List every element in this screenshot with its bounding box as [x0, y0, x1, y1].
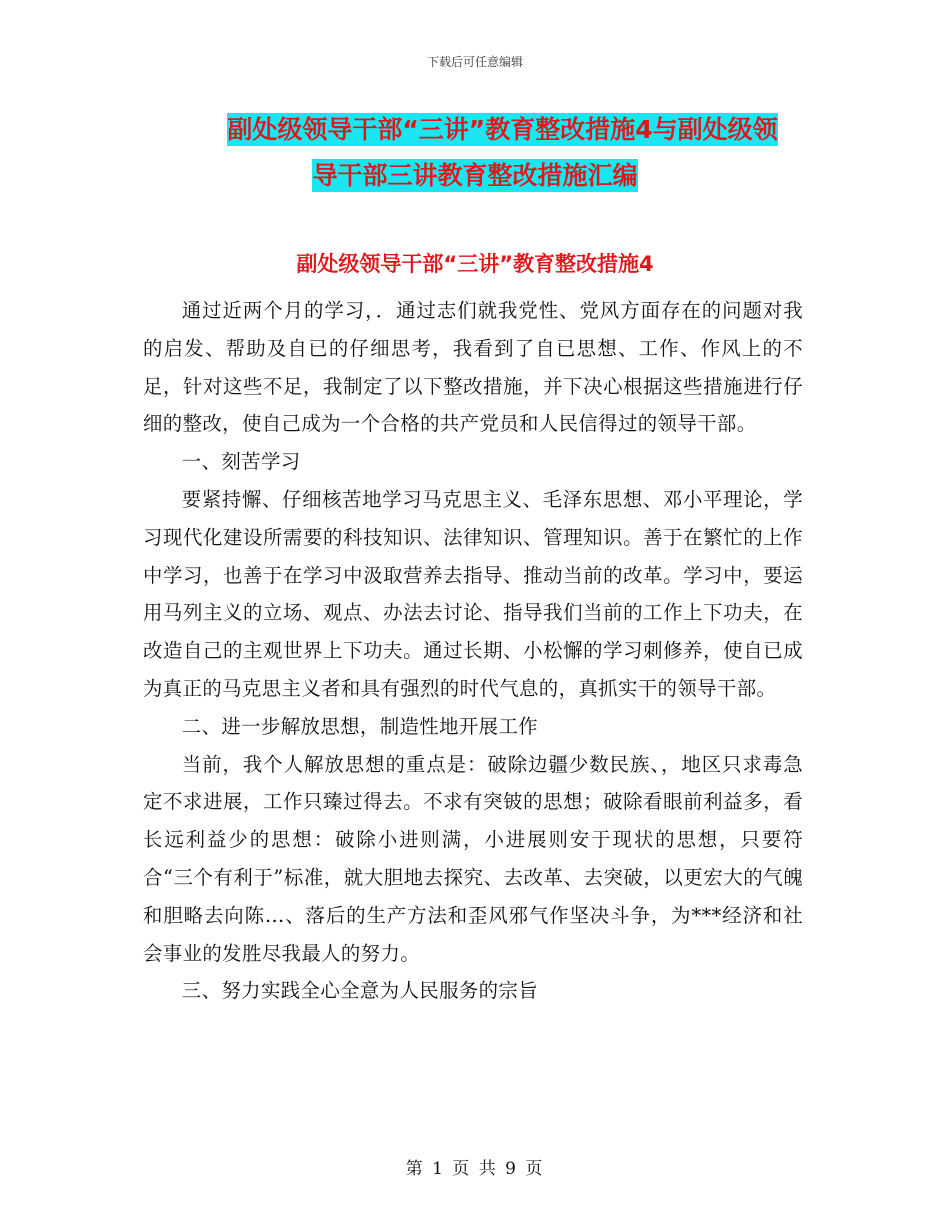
document-body — [143, 292, 803, 1010]
title-line-1-text: 副处级领导干部“三讲”教育整改措施4与副处级领 — [227, 115, 778, 144]
title-line-1 — [0, 107, 950, 153]
paragraph-thinking: 当前，我个人解放思想的重点是：破除边疆少数民族、，地区只求毒急定不求进展，工作只臻过得去。不求有突铍的思想；破除看眼前利益多，看长远利益少的思想：破除小进则满，小进展则安于现状的思想，只要符合“三个有利于”标准，就大胆地去探究、去改革、去突破，以更宏大的气魄和胆略去向陈…、落后的生产方法和歪风邪气作坚决斗争，为***经济和社会事业的发胜尽我最人的努力。 — [143, 752, 803, 965]
paragraph-intro: 通过近两个月的学习，．通过志们就我党性、党风方面存在的问题对我的启发、帮助及自已的仔细思考，我看到了自已思想、工作、作风上的不足，针对这些不足，我制定了以下整改措施，并下决心根据这些措施进行仔细的整改，使自己成为一个合格的共产党员和人民信得过的领导干部。 — [143, 299, 803, 436]
paragraph-study: 要紧持懈、仔细核苦地学习马克思主义、毛泽东思想、邓小平理论，学习现代化建设所需要的科技知识、法律知识、管理知识。善于在繁忙的上作中学习，也善于在学习中汲取营养去指导、推动当前的改革。学习中，要运用马列主义的立场、观点、办法去讨论、指导我们当前的工作上下功夫，在改造自己的主观世界上下功夫。通过长期、小松懈的学习刺修养，使自已成为真正的马克思主义者和具有强烈的时代气息的，真抓实干的领导干部。 — [143, 487, 803, 700]
heading-3: 三、努力实践全心全意为人民服务的宗旨 — [181, 979, 539, 1003]
section-title: 副处级领导干部“三讲”教育整改措施4 — [296, 252, 654, 276]
page-footer: 第 1 页 共 9 页 — [405, 1159, 545, 1179]
title-line-2 — [0, 153, 950, 199]
title-line-2-text: 导干部三讲教育整改措施汇编 — [312, 161, 638, 190]
document-title — [0, 107, 950, 199]
heading-1: 一、刻苦学习 — [181, 450, 301, 474]
heading-2: 二、进一步解放思想，制造性地开展工作 — [181, 714, 539, 738]
header-note: 下载后可任意编辑 — [426, 55, 523, 69]
